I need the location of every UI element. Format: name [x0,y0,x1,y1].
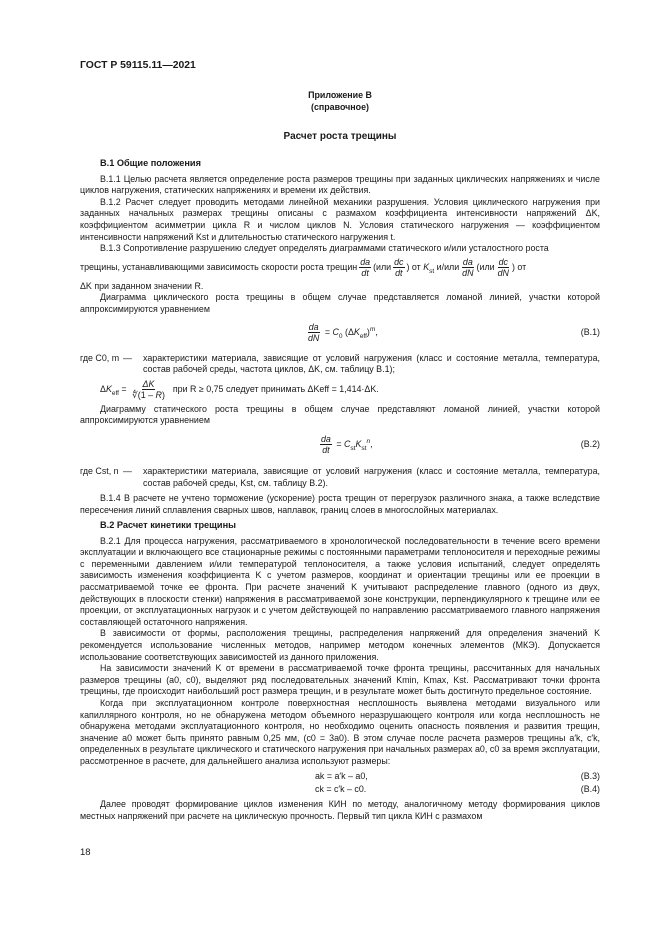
definition-value: характеристики материала, зависящие от условий нагружения (класс и состояние металла, температура, состав рабочей среды, частота циклов, ΔK, см. таблицу В.1); [143,352,600,375]
definition-row: где C0, m — характеристики материала, зависящие от условий нагружения (класс и состояние металла, температура, состав рабочей среды, частота циклов, ΔK, см. таблицу В.1); [80,352,600,375]
equation-body: ak = a′k – a0, [315,771,368,782]
appendix-title: Приложение В [308,90,372,100]
formula-fraction: $\frac{dc}{dt}$ [394,257,404,279]
equation-body: $\frac{da}{dt}$ = $C_{st}K_{st}^n$, [321,434,373,456]
equation-b3 [80,770,600,783]
document-header: ГОСТ Р 59115.11—2021 [80,60,196,71]
keff-note: при R ≥ 0,75 следует принимать ΔKeff = 1,414·ΔK. [172,383,379,394]
equation-b4 [80,783,600,796]
section-heading: В.2 Расчет кинетики трещины [100,520,236,530]
section-b2 [80,520,600,823]
equation-b1 [80,316,600,350]
page-number: 18 [80,847,91,858]
paragraph-text: трещины, устанавливающими зависимость скорости роста трещин [80,261,358,272]
equation-number: (В.1) [580,326,600,337]
formula-fraction: $\frac{dc}{dN}$ [497,257,509,279]
paragraph: На зависимости значений K от времени в рассматриваемой точке фронта трещины, рассчитанных для начальных размеров трещины (a0, c0), выделяют ряд последовательных значений Kmin, Kmax, Kst. Рассматривают точки фронта трещины, где происходит наибольший рост размера трещин, и в результате может быть достигнуто предельное состояние. [80,663,600,697]
paragraph: В.1.1 Целью расчета является определение роста размеров трещины при заданных циклических напряжениях и числе циклов нагружения, статических напряжениях и времени их действия. [80,173,600,196]
keff-formula: $\Delta K_{eff}$ = $\frac{\Delta K}{∜(1 - R)}$ при R ≥ 0,75 следует принимать ΔKeff = 1,414·ΔK. [100,379,379,401]
section-b1 [80,158,600,516]
paragraph: Когда при эксплуатационном контроле поверхностная несплошность выявлена методами визуального или капиллярного контроля, но не обнаружена методом объемного неразрушающего контроля или когда несплошность не обнаружена методами эксплуатационного контроля, но необходимо оценить опасность появления и развития трещин, значение a0 может быть принято равным 0,25 мм, (c0 = 3a0). В этом случае после расчета размеров трещины a′k, c′k, определенных в результате циклического и статического нагружения при начальных размерах a0, c0 за время эксплуатации, рассмотренное в расчете, для дальнейшего анализа используют размеры: [80,697,600,766]
paragraph: В.1.4 В расчете не учтено торможение (ускорение) роста трещин от перегрузок различного знака, а также вследствие пересечения линий сплавления сварных швов, наплавок, границ слоев в многослойных материалах. [80,493,600,515]
paragraph: Диаграмму статического роста трещины в общем случае представляют ломаной линией, участки которой аппроксимируются уравнением [80,403,600,426]
paragraph: Диаграмма циклического роста трещины в общем случае представляется ломаной линией, участки которой аппроксимируются уравнением [80,292,600,314]
equation-number: (В.4) [580,784,600,795]
section-heading: В.1 Общие положения [100,158,201,168]
paragraph: В.1.3 Сопротивление разрушению следует определять диаграммами статического и/или усталостного роста [100,243,549,254]
appendix-subtitle: (справочное) [311,102,369,112]
paragraph: Далее проводят формирование циклов изменения КИН по методу, аналогичному методу формирования циклов местных напряжений при расчете на циклическую прочность. Первый тип цикла КИН с размахом [80,799,600,822]
equation-number: (В.3) [580,771,600,782]
paragraph: В.2.1 Для процесса нагружения, рассматриваемого в хронологической последовательности в течение всего времени эксплуатации и включающего все стационарные режимы с постоянными параметрами теплоносителя и переходные режимы с переменными давлением и/или температурой теплоносителя, а также условия испытаний, следует определять зависимость изменения коэффициента K с учетом размеров, координат и ориентации трещины или ее проекции в рассматриваемой точке ее фронта. При расчете значений K учитывают распределение главного (одного из двух, действующих в плоскости стенки) напряжения в рассматриваемой зоне конструкции, перпендикулярного к трещине или ее проекции, от эксплуатационных нагрузок и с учетом действующей по направлению рассматриваемого главного напряжения составляющей остаточного напряжения. [80,535,600,627]
paragraph-with-fractions: трещины, устанавливающими зависимость скорости роста трещин $\frac{da}{dt}$ (или $\frac{dc}{dt}$ ) от $K_{st}$ и/или $\frac{da}{dN}$ (или $\frac{dc}{dN}$ ) от [80,257,527,279]
definition-value: характеристики материала, зависящие от условий нагружения (класс и состояние металла, температура, состав рабочей среды, Kst, см. таблицу В.2). [143,465,600,488]
paragraph: В.1.2 Расчет следует проводить методами линейной механики разрушения. Условия циклического нагружения при заданных начальных размерах трещины описаны с размахом коэффициента интенсивности напряжений ΔK, коэффициентом асимметрии цикла R и числом циклов N. Условия статического нагружения — коэффициентом интенсивности напряжений Kst и длительностью статического нагружения t. [80,196,600,242]
definition-row: где Cst, n — характеристики материала, зависящие от условий нагружения (класс и состояние металла, температура, состав рабочей среды, Kst, см. таблицу В.2). [80,465,600,488]
equation-body: $\frac{da}{dN}$ = $C_0$ $(\Delta K_{eff})^m$, [308,322,378,344]
appendix-heading: Расчет роста трещины [283,131,397,142]
definition-key: где Cst, n [80,465,119,476]
equation-number: (В.2) [580,439,600,450]
paragraph: В зависимости от формы, расположения трещины, распределения напряжений для определения значений K рекомендуется использование численных методов, например методом конечных элементов (МКЭ). Допускается использование соответствующих зависимостей из данного приложения. [80,628,600,662]
formula-fraction: $\frac{da}{dt}$ [360,257,371,279]
definition-key: где C0, m [80,352,120,363]
formula-fraction: $\frac{da}{dN}$ [462,257,474,279]
paragraph: ΔK при заданном значении R. [80,280,204,291]
equation-body: ck = c′k – c0. [315,784,367,795]
equation-b2 [80,427,600,463]
